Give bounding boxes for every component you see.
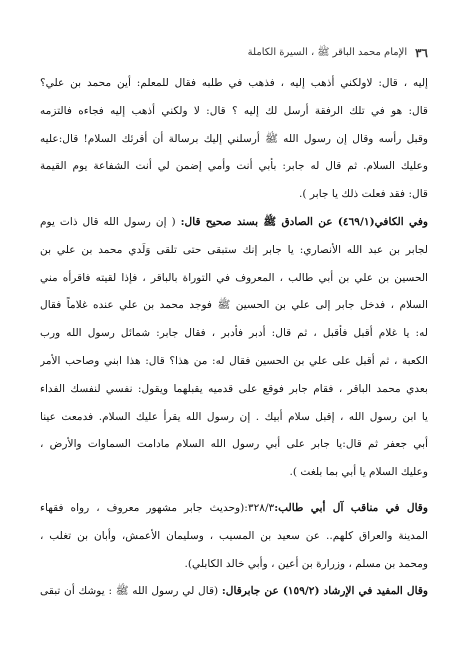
text-line: له: يا غلام أقبل فأقبل ، ثم قال: أدبر فأدبر ، فقال جابر: شمائل رسول الله ورب <box>40 327 428 340</box>
text-line: وقال المفيد في الإرشاد (١٥٩/٢) عن جابرقال: (قال لي رسول الله ﷺ : يوشك أن تبقى <box>40 585 428 598</box>
text-line: وقبل رأسه وقال إن رسول الله ﷺ أرسلني إليك برسالة أن أقرئك السلام! قال:عليه <box>40 132 428 145</box>
page-number: ٣٦ <box>415 46 428 60</box>
text-line: وعليك السلام. ثم قال له جابر: بأبي أنت وأمي إضمن لي أنت الشفاعة يوم القيمة <box>40 160 428 173</box>
text-line: ومحمد بن مسلم ، وزرارة بن أعين ، وأبي خالد الكابلي). <box>184 557 428 570</box>
text-line: الحسين بن علي بن أبي طالب ، المعروف في التوراة بالباقر ، فإذا لقيته فاقرأه مني <box>40 271 428 284</box>
source-citation: وقال المفيد في الإرشاد (١٥٩/٢) عن جابرقال: <box>221 585 428 598</box>
text-line: لجابر بن عبد الله الأنصاري: يا جابر إنك ستبقى حتى تلقى وَلَدي محمد بن علي بن <box>40 243 428 256</box>
text-line: السلام ، فدخل جابر إلى علي بن الحسين ﷺ فوجد محمد بن علي عنده غلاماً فقال <box>40 299 428 312</box>
text-line: إليه ، قال: لاولكني أذهب إليه ، فذهب في طلبه فقال للمعلم: أين محمد بن علي؟ <box>40 77 428 89</box>
source-citation: وقال في مناقب آل أبي طالب: <box>274 501 428 514</box>
text-line: قال: فقد فعلت ذلك يا جابر ). <box>299 188 428 201</box>
text-line: وقال في مناقب آل أبي طالب:٣٢٨/٣:(وحديث جابر مشهور معروف ، رواه فقهاء <box>40 501 428 514</box>
body-text <box>40 70 428 606</box>
text-line: المدينة والعراق كلهم.. عن سعيد بن المسيب ، وسليمان الأعمش، وأبان بن تغلب ، <box>40 529 428 542</box>
text-line: قال: هو في تلك الرفقة أرسل لك إليه ؟ قال: لا ولكني أذهب إليه فجاءه فالتزمه <box>40 104 428 117</box>
text-line: بعدي محمد الباقر ، فقام جابر فوقع على قدميه يقبلهما ويقول: نفسي لنفسك الفداء <box>40 382 428 395</box>
text-line: يا ابن رسول الله ، إقبل سلام أبيك . إن رسول الله يقرأ عليك السلام. فدمعت عينا <box>40 410 428 423</box>
page-header <box>40 44 428 62</box>
text-line: أبي جعفر ثم قال:يا جابر على أبي رسول الله السلام مادامت السماوات والأرض ، <box>40 438 428 451</box>
source-citation: وفي الكافي(٤٦٩/١) عن الصادق ﷺ بسند صحيح قال: <box>180 215 428 228</box>
text-line: وفي الكافي(٤٦٩/١) عن الصادق ﷺ بسند صحيح قال: ( إن رسول الله قال ذات يوم <box>40 215 428 228</box>
text-line: وعليك السلام يا أبي بما بلغت ). <box>289 466 428 479</box>
text-line: الكعبة ، ثم أقبل على علي بن الحسين فقال له: من هذا؟ قال: هذا ابني وصاحب الأمر <box>40 354 428 367</box>
running-title: الإمام محمد الباقر ﷺ ، السيرة الكاملة <box>247 47 408 58</box>
